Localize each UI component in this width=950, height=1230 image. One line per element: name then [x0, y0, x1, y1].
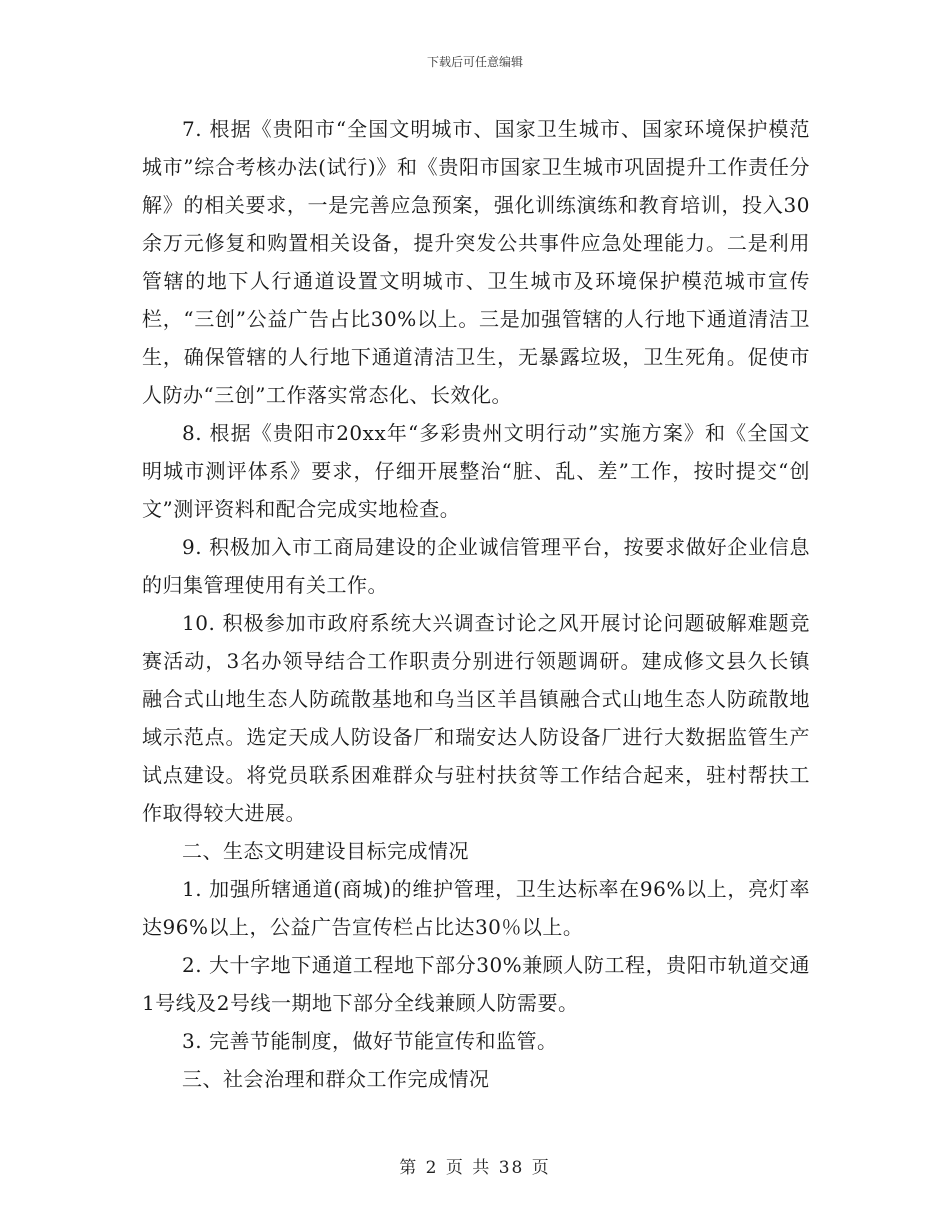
- paragraph-item-9: 9. 积极加入市工商局建设的企业诚信管理平台，按要求做好企业信息的归集管理使用有关工作。: [142, 535, 810, 597]
- paragraph-item-8: 8. 根据《贵阳市20xx年“多彩贵州文明行动”实施方案》和《全国文明城市测评体系》要求，仔细开展整治“脏、乱、差”工作，按时提交“创文”测评资料和配合完成实地检查。: [142, 421, 810, 521]
- section-heading-social: 三、社会治理和群众工作完成情况: [182, 1067, 490, 1091]
- paragraph-eco-2: 2. 大十字地下通道工程地下部分30%兼顾人防工程，贵阳市轨道交通1号线及2号线一期地下部分全线兼顾人防需要。: [142, 953, 810, 1015]
- paragraph-eco-3: 3. 完善节能制度，做好节能宣传和监管。: [182, 1029, 558, 1053]
- document-body: [142, 110, 810, 1098]
- paragraph-item-7: 7. 根据《贵阳市“全国文明城市、国家卫生城市、国家环境保护模范城市”综合考核办法(试行)》和《贵阳市国家卫生城市巩固提升工作责任分解》的相关要求，一是完善应急预案，强化训练演练和教育培训，投入30余万元修复和购置相关设备，提升突发公共事件应急处理能力。二是利用管辖的地下人行通道设置文明城市、卫生城市及环境保护模范城市宣传栏，“三创”公益广告占比30%以上。三是加强管辖的人行地下通道清洁卫生，确保管辖的人行地下通道清洁卫生，无暴露垃圾，卫生死角。促使市人防办“三创”工作落实常态化、长效化。: [142, 117, 810, 407]
- page-header-note: 下载后可任意编辑: [426, 55, 523, 69]
- section-heading-ecological: 二、生态文明建设目标完成情况: [182, 839, 469, 863]
- paragraph-eco-1: 1. 加强所辖通道(商城)的维护管理，卫生达标率在96%以上，亮灯率达96%以上，公益广告宣传栏占比达30％以上。: [142, 877, 810, 939]
- paragraph-item-10: 10. 积极参加市政府系统大兴调查讨论之风开展讨论问题破解难题竞赛活动，3名办领导结合工作职责分别进行领题调研。建成修文县久长镇融合式山地生态人防疏散基地和乌当区羊昌镇融合式山地生态人防疏散地域示范点。选定天成人防设备厂和瑞安达人防设备厂进行大数据监管生产试点建设。将党员联系困难群众与驻村扶贫等工作结合起来，驻村帮扶工作取得较大进展。: [142, 611, 810, 825]
- page-number: 第 2 页 共 38 页: [399, 1158, 551, 1178]
